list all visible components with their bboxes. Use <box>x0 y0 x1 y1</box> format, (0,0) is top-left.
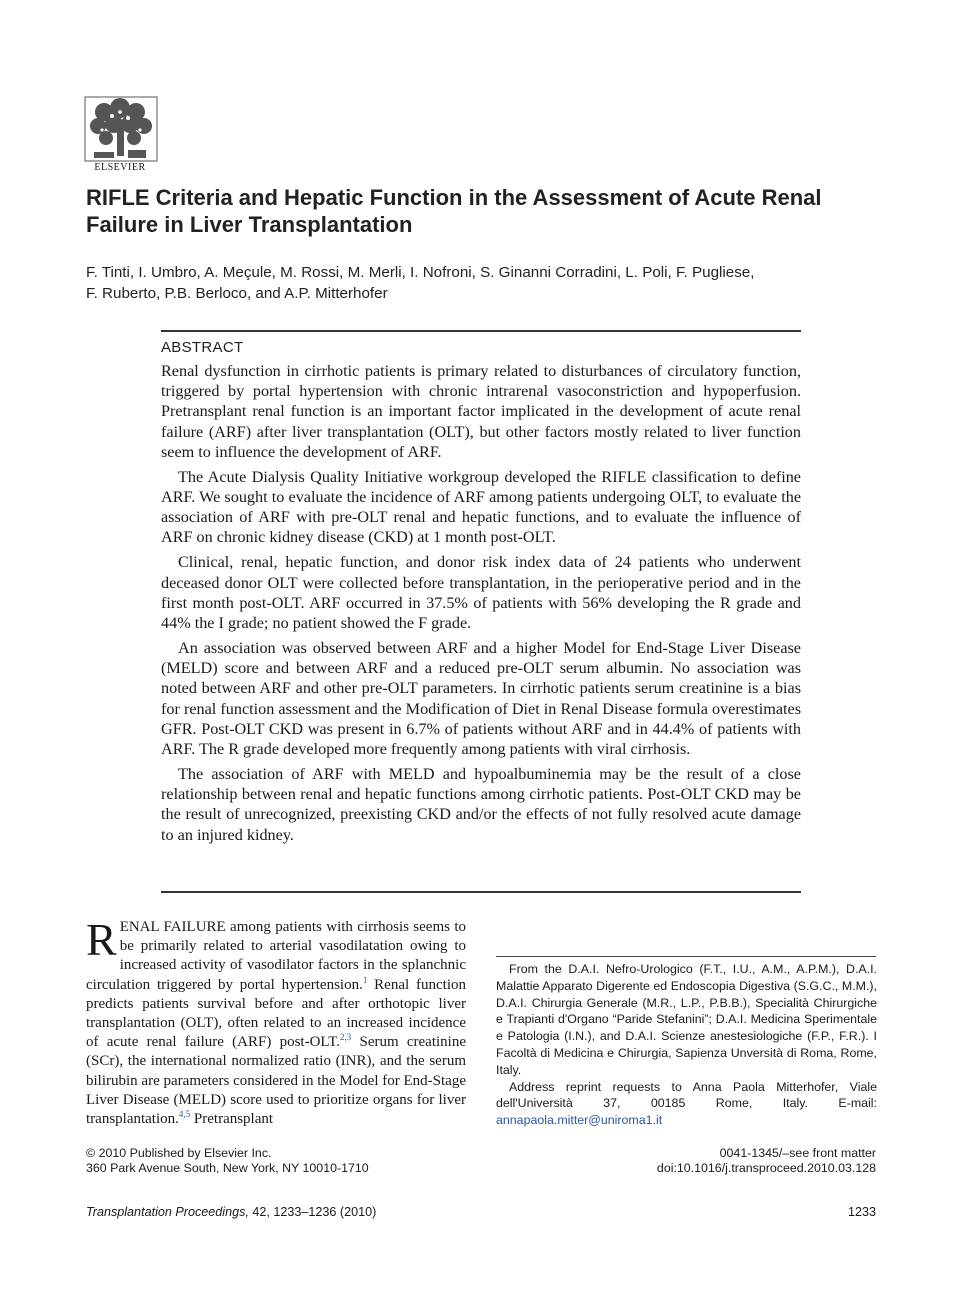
body-text-segment: ENAL FAILURE among patients with cirrhosis seems to be primarily related to arterial vasodilatation owing to increased activity of vasodilator factors in the splanchnic circulation triggered by portal hypertension. <box>86 919 466 993</box>
author-line: F. Tinti, I. Umbro, A. Meçule, M. Rossi, M. Merli, I. Nofroni, S. Ginanni Corradini, L. Poli, F. Pugliese, <box>86 264 755 281</box>
body-text-segment: Serum creatinine (SCr), the international normalized ratio (INR), and the serum bilirubin are parameters considered in the Model for End-Stage Liver Disease (MELD) score used to prioritize organs for liver transplantation. <box>86 1034 467 1128</box>
abstract-paragraph: The association of ARF with MELD and hypoalbuminemia may be the result of a close relationship between renal and hepatic functions among cirrhotic patients. Post-OLT CKD may be the result of unrecognized, preexisting CKD and/or the effects of not fully resolved acute damage to an injured kidney. <box>161 765 801 844</box>
page-number: 1233 <box>847 1205 876 1219</box>
abstract-body <box>161 361 801 850</box>
body-column-left <box>86 914 467 1129</box>
doi-link[interactable]: doi:10.1016/j.transproceed.2010.03.128 <box>656 1161 876 1175</box>
email-link[interactable]: annapaola.mitter@uniroma1.it <box>496 1113 663 1128</box>
affiliation-rule <box>496 956 876 957</box>
reference-link[interactable]: 4,5 <box>178 1109 191 1120</box>
copyright-text: © 2010 Published by Elsevier Inc. <box>86 1146 272 1160</box>
abstract-paragraph: Renal dysfunction in cirrhotic patients is primary related to disturbances of circulatory function, triggered by portal hypertension with chronic intrarenal vasoconstriction and hypoperfusion. Pretransplant renal function is an important factor implicated in the development of acute renal failure (ARF) after liver transplantation (OLT), but other factors mostly related to liver function seem to influence the development of ARF. <box>161 362 801 461</box>
abstract-top-rule <box>161 330 801 332</box>
publisher-logo-text: ELSEVIER <box>94 162 146 173</box>
drop-cap: R <box>86 914 117 965</box>
author-list <box>86 262 876 304</box>
affiliation-note <box>496 961 877 1129</box>
abstract-paragraph: An association was observed between ARF and a higher Model for End-Stage Liver Disease (MELD) score and between ARF and a reduced pre-OLT serum albumin. No association was noted between ARF and other pre-OLT parameters. In cirrhotic patients serum creatinine is a bias for renal function assessment and the Modification of Diet in Renal Disease formula overestimates GFR. Post-OLT CKD was present in 6.7% of patients without ARF and in 44.4% of patients with ARF. The R grade developed more frequently among patients with viral cirrhosis. <box>161 639 801 759</box>
publisher-address: 360 Park Avenue South, New York, NY 10010-1710 <box>86 1161 369 1175</box>
body-text-segment: Renal function predicts patients survival before and after orthotopic liver transplantation (OLT), often related to an increased incidence of acute renal failure (ARF) post-OLT. <box>86 976 466 1051</box>
correspondence-address: Address reprint requests to Anna Paola Mitterhofer, Viale dell'Università 37, 00185 Rome, Italy. E-mail: <box>496 1079 877 1111</box>
abstract-paragraph: Clinical, renal, hepatic function, and donor risk index data of 24 patients who underwent deceased donor OLT were collected before transplantation, in the perioperative period and in the first month post-OLT. ARF occurred in 37.5% of patients with 56% developing the R grade and 44% the I grade; no patient showed the F grade. <box>161 553 801 633</box>
reference-link[interactable]: 2,3 <box>340 1032 352 1043</box>
body-text-segment: Pretransplant <box>190 1111 274 1128</box>
journal-name: Transplantation Proceedings, <box>86 1205 249 1219</box>
abstract-heading: ABSTRACT <box>161 339 244 356</box>
page-footer <box>86 1205 876 1219</box>
issn-doi-block <box>657 1146 876 1176</box>
reference-link[interactable]: 1 <box>362 974 368 985</box>
article-title: RIFLE Criteria and Hepatic Function in the Assessment of Acute Renal Failure in Liver Transplantation <box>86 185 822 237</box>
affiliation-text: From the D.A.I. Nefro-Urologico (F.T., I.U., A.M., A.P.M.), D.A.I. Malattie Apparato Digerente ed Endoscopia Digestiva (S.G.C., M.M.), D.A.I. Chirurgia Generale (M.R., L.P., P.B.B.), Specialità Chirurgiche e Trapianti d'Organo “Paride Stefanini”; D.A.I. Medicina Sperimentale e Patologia (I.N.), and D.A.I. Scienze anestesiologiche (F.P., F.R.). I Facoltà di Medicina e Chirurgia, Sapienza Unversità di Roma, Rome, Italy. <box>496 962 877 1077</box>
abstract-bottom-rule <box>161 891 801 893</box>
copyright-block <box>86 1146 369 1176</box>
author-line: F. Ruberto, P.B. Berloco, and A.P. Mitterhofer <box>86 285 388 302</box>
issn-text: 0041-1345/–see front matter <box>719 1146 876 1160</box>
abstract-paragraph: The Acute Dialysis Quality Initiative workgroup developed the RIFLE classification to define ARF. We sought to evaluate the incidence of ARF among patients undergoing OLT, to evaluate the association of ARF with pre-OLT renal and hepatic functions, and to evaluate the influence of ARF on chronic kidney disease (CKD) at 1 month post-OLT. <box>161 467 801 547</box>
volume-pages: 42, 1233–1236 (2010) <box>248 1205 377 1219</box>
